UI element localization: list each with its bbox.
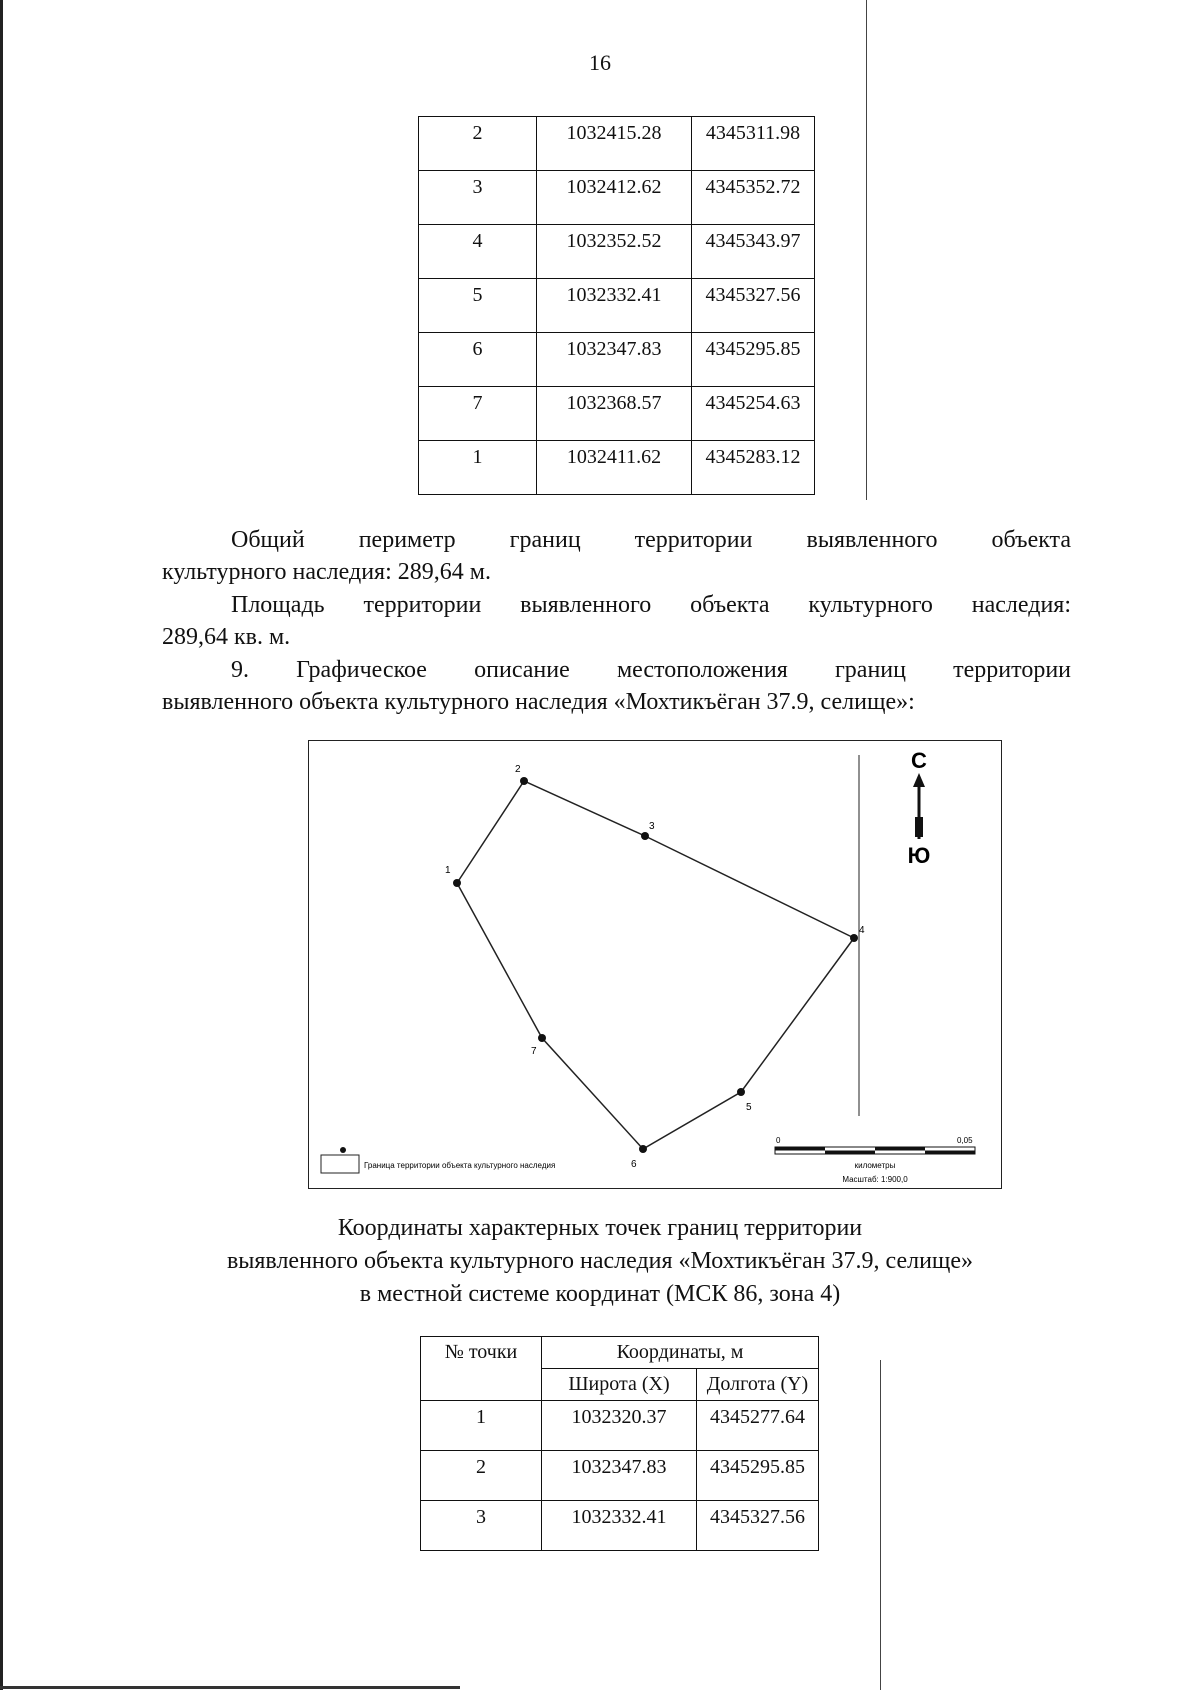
y-coordinate-cell: 4345311.98 [692,117,815,171]
boundary-point-4 [850,934,858,942]
y-coordinate-cell: 4345327.56 [692,279,815,333]
point-number-cell: 2 [419,117,537,171]
page-number: 16 [589,50,611,75]
north-label: С [911,748,927,773]
scale-end-label: 0,05 [957,1136,973,1145]
point-number-cell: 2 [421,1451,542,1501]
y-coordinate-cell: 4345254.63 [692,387,815,441]
y-coordinate-cell: 4345327.56 [697,1501,819,1551]
page-left-edge [0,0,3,1690]
scale-bar-segment [775,1147,825,1151]
boundary-point-3 [641,832,649,840]
scale-bar-segment [925,1151,975,1155]
table-row [419,171,815,225]
right-margin-line-lower [880,1360,881,1690]
legend-point-marker [340,1147,346,1153]
x-coordinate-cell: 1032347.83 [537,333,692,387]
perimeter-text-line2: культурного наследия: 289,64 м. [162,559,491,585]
point-label-4: 4 [859,925,865,936]
table-row [419,117,815,171]
table-row [421,1501,819,1551]
scale-bar-segment [825,1151,875,1155]
y-coordinate-cell: 4345295.85 [697,1451,819,1501]
point-number-cell: 3 [421,1501,542,1551]
table-caption-line1: Координаты характерных точек границ территории [337,1215,863,1241]
table-caption-line3: в местной системе координат (МСК 86, зона 4) [359,1281,841,1307]
point-label-1: 1 [445,865,451,876]
area-text-line2: 289,64 кв. м. [162,624,291,650]
point-number-cell: 1 [421,1401,542,1451]
y-coordinate-cell: 4345352.72 [692,171,815,225]
south-label: Ю [907,843,931,868]
coordinates-table [420,1336,819,1551]
boundary-point-6 [639,1145,647,1153]
territory-boundary [457,781,854,1149]
y-coordinate-cell: 4345283.12 [692,441,815,495]
coordinates-header: Координаты, м [542,1337,819,1369]
boundary-point-7 [538,1034,546,1042]
perimeter-text-line1: Общий периметр границ территории выявленного объекта [231,527,1071,553]
table-row [419,387,815,441]
x-coordinate-cell: 1032352.52 [537,225,692,279]
point-number-cell: 5 [419,279,537,333]
point-number-header: № точки [421,1337,542,1401]
point-number-cell: 6 [419,333,537,387]
y-coordinate-cell: 4345295.85 [692,333,815,387]
scale-units-label: километры [854,1161,896,1170]
point-number-cell: 1 [419,441,537,495]
table-caption-line2: выявленного объекта культурного наследия «Мохтикъёган 37.9, селище» [226,1248,974,1274]
graphic-description-line1: 9. Графическое описание местоположения границ территории [231,657,1071,683]
point-label-7: 7 [531,1046,537,1057]
x-coordinate-cell: 1032415.28 [537,117,692,171]
x-coordinate-cell: 1032332.41 [542,1501,697,1551]
scale-bar-segment [875,1147,925,1151]
north-arrow-tail [915,817,923,837]
longitude-header: Долгота (Y) [697,1369,819,1401]
graphic-description-line2: выявленного объекта культурного наследия «Мохтикъёган 37.9, селище»: [162,689,915,715]
legend-swatch [321,1155,359,1173]
area-text-line1: Площадь территории выявленного объекта культурного наследия: [231,592,1071,618]
x-coordinate-cell: 1032368.57 [537,387,692,441]
x-coordinate-cell: 1032412.62 [537,171,692,225]
x-coordinate-cell: 1032320.37 [542,1401,697,1451]
latitude-header: Широта (X) [542,1369,697,1401]
point-number-cell: 3 [419,171,537,225]
page-bottom-edge [0,1686,460,1689]
table-row [421,1451,819,1501]
y-coordinate-cell: 4345277.64 [697,1401,819,1451]
scale-start-label: 0 [776,1136,781,1145]
point-label-6: 6 [631,1159,637,1170]
scale-ratio-label: Масштаб: 1:900,0 [842,1175,908,1184]
table-row [421,1401,819,1451]
x-coordinate-cell: 1032411.62 [537,441,692,495]
x-coordinate-cell: 1032332.41 [537,279,692,333]
table-row [419,441,815,495]
north-arrow-icon [913,773,925,787]
point-label-5: 5 [746,1102,752,1113]
boundary-point-2 [520,777,528,785]
boundary-map-drawing [309,741,1001,1188]
y-coordinate-cell: 4345343.97 [692,225,815,279]
boundary-point-1 [453,879,461,887]
coordinates-table-continued [418,116,815,495]
table-header-row [421,1337,819,1369]
point-label-2: 2 [515,764,521,775]
point-number-cell: 4 [419,225,537,279]
legend-label: Граница территории объекта культурного наследия [364,1161,556,1170]
table-row [419,225,815,279]
boundary-map [308,740,1002,1189]
point-label-3: 3 [649,821,655,832]
table-row [419,333,815,387]
point-number-cell: 7 [419,387,537,441]
boundary-point-5 [737,1088,745,1096]
x-coordinate-cell: 1032347.83 [542,1451,697,1501]
table-row [419,279,815,333]
